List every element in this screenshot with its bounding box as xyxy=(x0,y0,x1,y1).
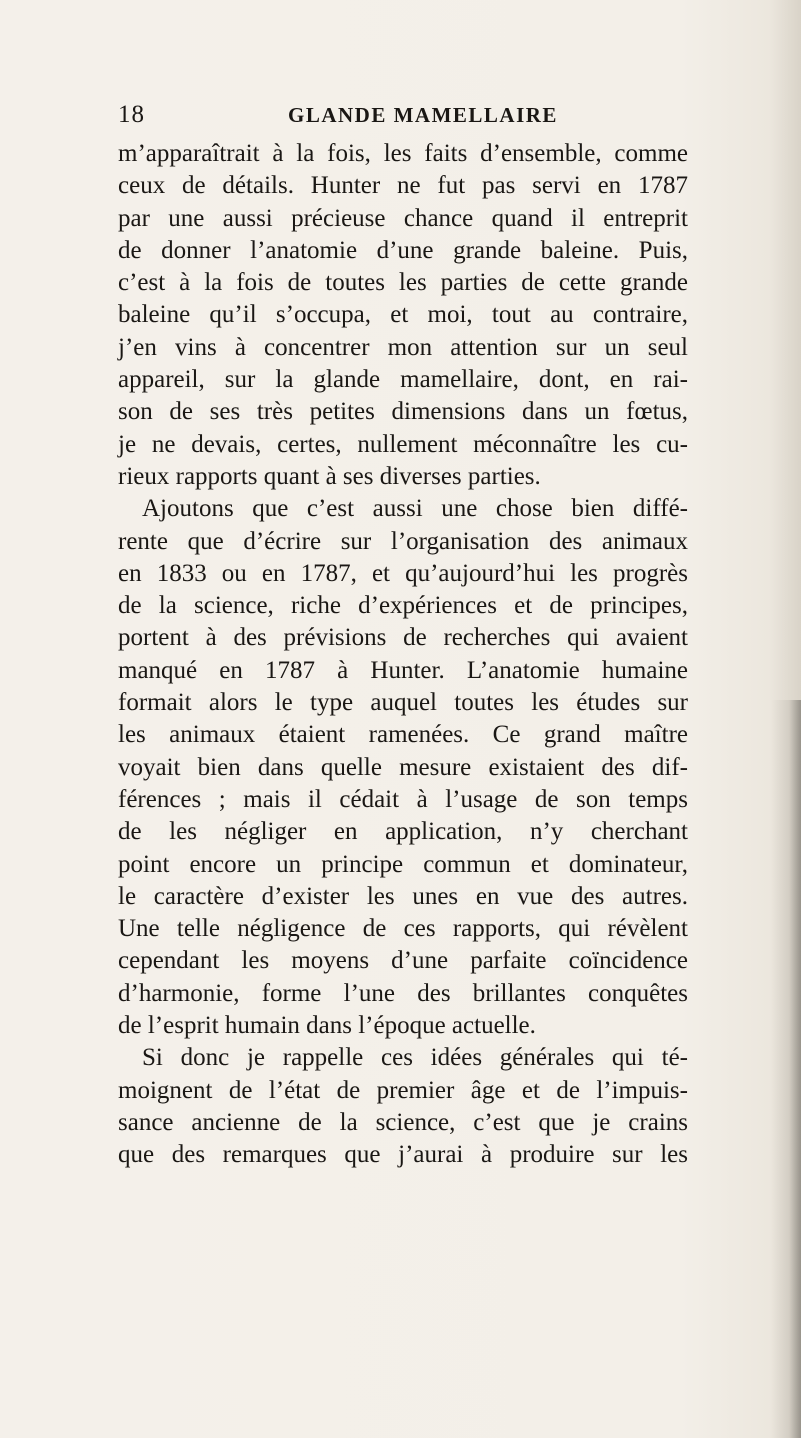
text-line: je ne devais, certes, nullement méconnaître les cu- xyxy=(118,430,688,458)
body-text xyxy=(118,138,688,1172)
text-line: de donner l’anatomie d’une grande baleine. Puis, xyxy=(118,236,688,264)
text-line: j’en vins à concentrer mon attention sur un seul xyxy=(118,333,688,361)
text-line: manqué en 1787 à Hunter. L’anatomie humaine xyxy=(118,656,688,684)
paragraph-1 xyxy=(118,138,688,493)
text-line: de les négliger en application, n’y cherchant xyxy=(118,818,688,846)
paragraph-3 xyxy=(118,1042,688,1171)
text-line: Une telle négligence de ces rapports, qui révèlent xyxy=(118,915,688,943)
text-line: par une aussi précieuse chance quand il entreprit xyxy=(118,204,688,232)
text-line: rente que d’écrire sur l’organisation des animaux xyxy=(118,527,688,555)
text-line: c’est à la fois de toutes les parties de cette grande xyxy=(118,269,688,297)
text-line: que des remarques que j’aurai à produire sur les xyxy=(118,1141,688,1169)
text-line: voyait bien dans quelle mesure existaient des dif- xyxy=(118,753,688,781)
text-line: de la science, riche d’expériences et de principes, xyxy=(118,592,688,620)
text-line: en 1833 ou en 1787, et qu’aujourd’hui les progrès xyxy=(118,559,688,587)
page-edge-shadow xyxy=(771,700,801,1438)
text-line: portent à des prévisions de recherches qui avaient xyxy=(118,624,688,652)
text-line: appareil, sur la glande mamellaire, dont, en rai- xyxy=(118,366,688,394)
text-line: m’apparaîtrait à la fois, les faits d’ensemble, comme xyxy=(118,140,688,167)
text-line: cependant les moyens d’une parfaite coïncidence xyxy=(118,947,688,975)
text-line: rieux rapports quant à ses diverses parties. xyxy=(118,462,541,490)
text-line: formait alors le type auquel toutes les études sur xyxy=(118,689,688,717)
running-title: GLANDE MAMELLAIRE xyxy=(288,103,558,127)
text-line: de l’esprit humain dans l’époque actuelle. xyxy=(118,1012,536,1040)
text-line: baleine qu’il s’occupa, et moi, tout au contraire, xyxy=(118,301,688,329)
running-head xyxy=(118,101,688,137)
page-number: 18 xyxy=(118,101,145,128)
text-line: férences ; mais il cédait à l’usage de son temps xyxy=(118,785,688,813)
text-line: les animaux étaient ramenées. Ce grand maître xyxy=(118,721,688,749)
text-line: Ajoutons que c’est aussi une chose bien diffé- xyxy=(142,495,688,523)
text-line: sance ancienne de la science, c’est que je crains xyxy=(118,1108,688,1136)
text-line: son de ses très petites dimensions dans un fœtus, xyxy=(118,398,688,426)
text-line: point encore un principe commun et dominateur, xyxy=(118,850,688,878)
text-line: d’harmonie, forme l’une des brillantes conquêtes xyxy=(118,979,688,1007)
text-line: ceux de détails. Hunter ne fut pas servi en 1787 xyxy=(118,172,688,200)
text-line: le caractère d’exister les unes en vue des autres. xyxy=(118,882,688,910)
paragraph-2 xyxy=(118,493,688,1042)
text-line: Si donc je rappelle ces idées générales qui té- xyxy=(142,1044,688,1072)
text-line: moignent de l’état de premier âge et de l’impuis- xyxy=(118,1076,688,1104)
